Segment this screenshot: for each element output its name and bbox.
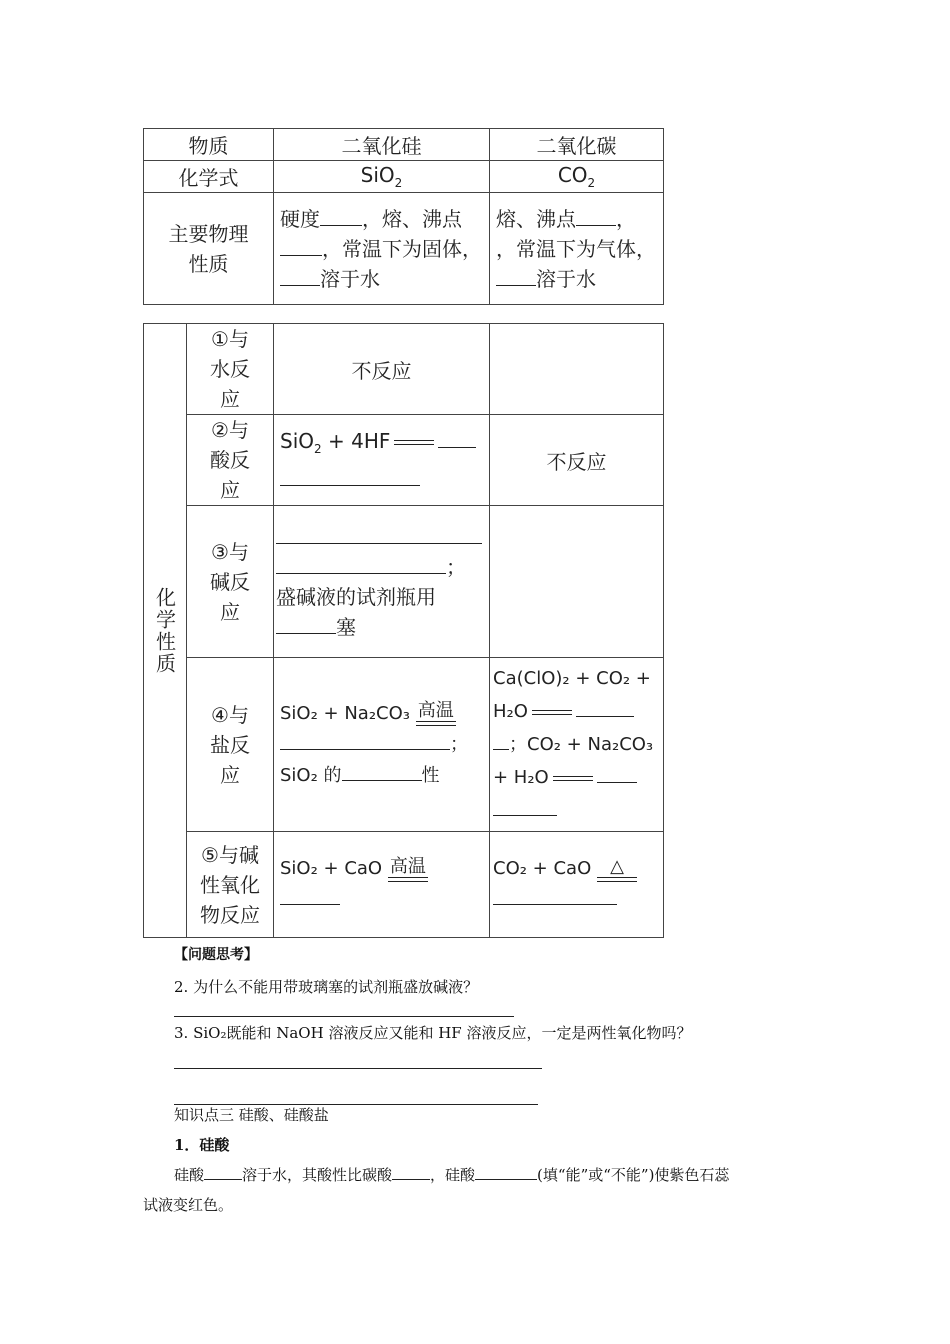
subsection-title: 1．硅酸 xyxy=(174,1136,230,1154)
header-sio2: 二氧化硅 xyxy=(274,129,490,161)
properties-table xyxy=(143,128,664,305)
question-heading: 【问题思考】 xyxy=(174,947,258,963)
blank[interactable] xyxy=(280,729,450,750)
header-co2: 二氧化碳 xyxy=(490,129,664,161)
blank[interactable] xyxy=(576,205,616,226)
blank[interactable] xyxy=(597,762,637,783)
blank[interactable] xyxy=(342,760,422,781)
blank[interactable] xyxy=(276,523,482,544)
blank[interactable] xyxy=(493,884,617,905)
answer-line-2[interactable] xyxy=(174,1016,514,1017)
table-row xyxy=(144,415,664,506)
paragraph-line-2: 试液变红色。 xyxy=(143,1196,234,1214)
acid-sio2: SiO$_2$ + 4HF xyxy=(274,415,490,506)
oxide-sio2: SiO₂ + CaO 高温 xyxy=(274,832,490,938)
formula-row xyxy=(144,161,664,193)
blank[interactable] xyxy=(276,553,446,574)
blank[interactable] xyxy=(204,1165,242,1180)
physical-label: 主要物理性质 xyxy=(144,193,274,305)
blank[interactable] xyxy=(392,1165,430,1180)
table-header-row xyxy=(144,129,664,161)
row-label: ③与碱反应 xyxy=(187,506,274,658)
base-sio2: ；盛碱液的试剂瓶用 塞 xyxy=(274,506,490,658)
physical-row xyxy=(144,193,664,305)
blank[interactable] xyxy=(280,465,420,486)
formula-label: 化学式 xyxy=(144,161,274,193)
section-label-cell xyxy=(144,324,187,938)
blank[interactable] xyxy=(280,235,322,256)
section-title: 知识点三 硅酸、硅酸盐 xyxy=(174,1106,329,1124)
question-2: 2. 为什么不能用带玻璃塞的试剂瓶盛放碱液？ xyxy=(174,978,479,996)
answer-line-3a[interactable] xyxy=(174,1068,542,1069)
blank[interactable] xyxy=(496,265,536,286)
blank[interactable] xyxy=(280,265,320,286)
table-row xyxy=(144,324,664,415)
section-label: 化学性质 xyxy=(152,586,177,675)
formula-co2: $CO_2$ xyxy=(490,161,664,193)
salt-co2: Ca(ClO)₂ + CO₂ + H₂O ；CO₂ + Na₂CO₃ + H₂O xyxy=(490,658,664,832)
blank[interactable] xyxy=(576,696,634,717)
water-co2[interactable] xyxy=(490,324,664,415)
base-co2[interactable] xyxy=(490,506,664,658)
blank[interactable] xyxy=(475,1165,537,1180)
table-row xyxy=(144,658,664,832)
formula-sio2: SiO$_2$ xyxy=(274,161,490,193)
row-label: ②与酸反应 xyxy=(187,415,274,506)
table-row xyxy=(144,832,664,938)
acid-co2: 不反应 xyxy=(490,415,664,506)
paragraph-line-1: 硅酸 溶于水，其酸性比碳酸 ，硅酸 (填“能”或“不能”)使紫色石蕊 xyxy=(174,1166,730,1184)
question-3: 3. SiO₂既能和 NaOH 溶液反应又能和 HF 溶液反应，一定是两性氧化物吗？ xyxy=(174,1024,692,1042)
oxide-co2: CO₂ + CaO △ xyxy=(490,832,664,938)
salt-sio2: SiO₂ + Na₂CO₃ 高温 ； SiO₂ 的 性 xyxy=(274,658,490,832)
blank[interactable] xyxy=(276,613,336,634)
row-label: ①与水反应 xyxy=(187,324,274,415)
row-label: ⑤与碱性氧化物反应 xyxy=(187,832,274,938)
blank[interactable] xyxy=(493,729,509,750)
physical-co2: 熔、沸点 ， ，常温下为气体， 溶于水 xyxy=(490,193,664,305)
physical-sio2: 硬度 ，熔、沸点 ，常温下为固体， 溶于水 xyxy=(274,193,490,305)
chemical-properties-table xyxy=(143,323,664,938)
blank[interactable] xyxy=(438,427,476,448)
row-label: ④与盐反应 xyxy=(187,658,274,832)
table-row xyxy=(144,506,664,658)
header-substance: 物质 xyxy=(144,129,274,161)
blank[interactable] xyxy=(320,205,362,226)
water-sio2: 不反应 xyxy=(274,324,490,415)
blank[interactable] xyxy=(493,795,557,816)
blank[interactable] xyxy=(280,884,340,905)
